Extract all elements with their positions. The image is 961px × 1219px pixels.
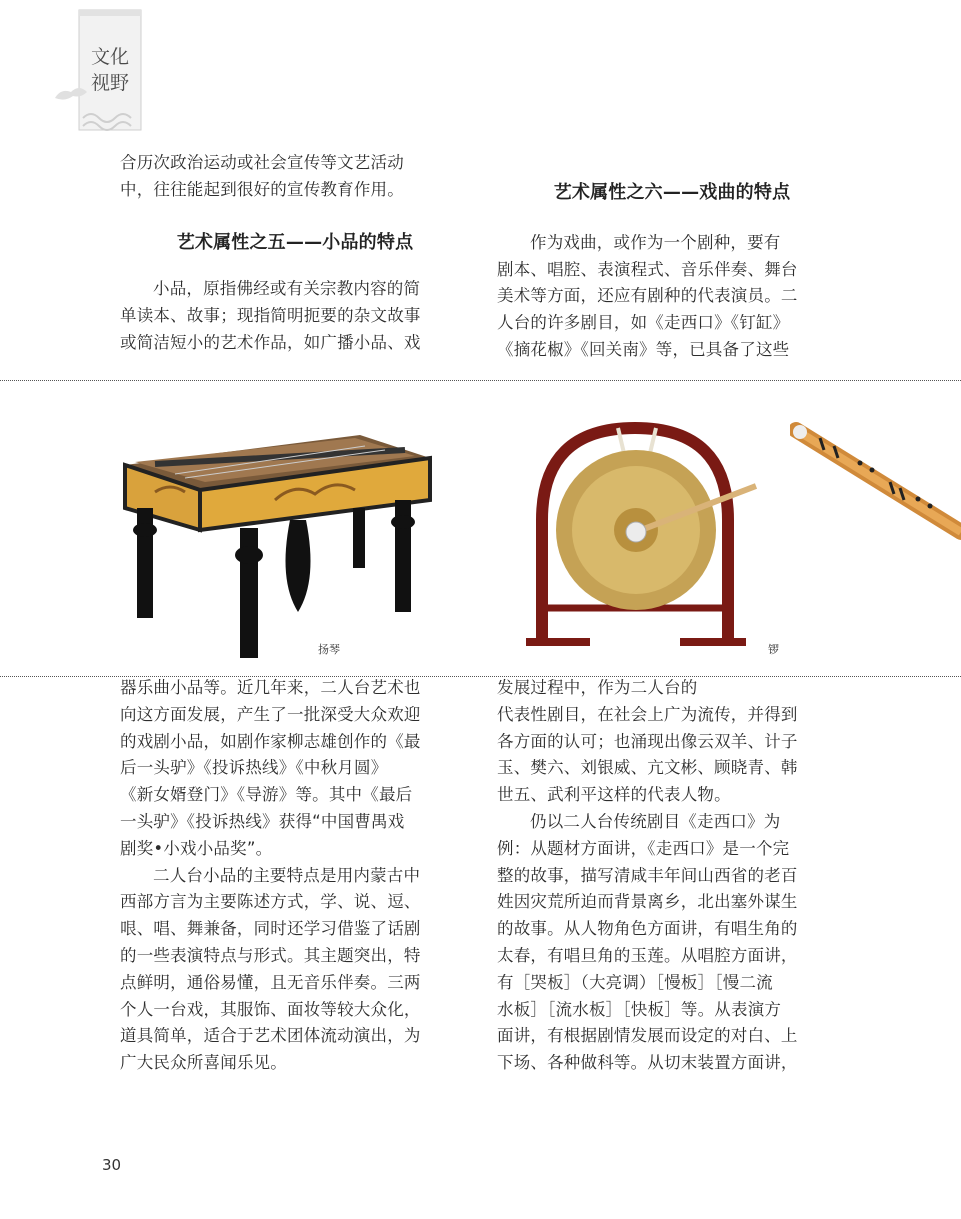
right-column-bottom: 发展过程中，作为二人台的 代表性剧目，在社会上广为流传，并得到 各方面的认可；也涌现出像云双羊、计子 玉、樊六、刘银威、亢文彬、顾晓青、韩 世五、武利平这样的代表人物。 仍以二人台传统剧目《走西口》为 例：从题材方面讲，《走西口》是一个完 整的故事，描写清咸丰年间山西省的老百 姓因灾荒所迫而背景离乡，北出塞外谋生 的故事。从人物角色方面讲，有唱生角的 太春，有唱旦角的玉莲。从唱腔方面讲， 有［哭板］（大亮调）［慢板］［慢二流 水板］［流水板］［快板］等。从表演方 面讲，有根据剧情发展而设定的对白、上 下场、各种做科等。从切末装置方面讲， (497, 678, 798, 1073)
dotted-divider-top (0, 380, 961, 381)
heading-section-six: 艺术属性之六——戏曲的特点 (553, 182, 791, 203)
section-tag-label: 文化 视野 (90, 46, 129, 94)
gong-image (520, 410, 765, 655)
yangqin-caption: 扬琴 (318, 643, 340, 656)
heading-section-five: 艺术属性之五——小品的特点 (176, 231, 414, 253)
left-column-top: 合历次政治运动或社会宣传等文艺活动 中，往往能起到很好的宣传教育作用。 艺术属性之五——小品的特点 小品，原指佛经或有关宗教内容的简 单读本、故事；现指简明扼要的杂文故事 或简洁短小的艺术作品，如广播小品、戏 (120, 150, 470, 357)
right-column-top: 艺术属性之六——戏曲的特点 作为戏曲，或作为一个剧种，要有 剧本、唱腔、表演程式、音乐伴奏、舞台 美术等方面，还应有剧种的代表演员。二 人台的许多剧目，如《走西口》《钉缸》 《摘花椒》《回关南》等，已具备了这些 (497, 180, 847, 364)
gong-caption: 锣 (768, 643, 779, 656)
yangqin-image (115, 420, 440, 665)
page-number: 30 (102, 1156, 122, 1174)
flute-image (790, 420, 961, 550)
left-column-bottom: 器乐曲小品等。近几年来，二人台艺术也 向这方面发展，产生了一批深受大众欢迎 的戏剧小品，如剧作家柳志雄创作的《最 后一头驴》《投诉热线》《中秋月圆》 《新女婿登门》《导游》等。其中《最后 一头驴》《投诉热线》获得“中国曹禺戏 剧奖•小戏小品奖”。 二人台小品的主要特点是用内蒙古中 西部方言为主要陈述方式，学、说、逗、 哏、唱、舞兼备，同时还学习借鉴了话剧 的一些表演特点与形式。其主题突出，特 点鲜明，通俗易懂，且无音乐伴奏。三两 个人一台戏，其服饰、面妆等较大众化， 道具简单，适合于艺术团体流动演出，为 广大民众所喜闻乐见。 (120, 678, 421, 1073)
